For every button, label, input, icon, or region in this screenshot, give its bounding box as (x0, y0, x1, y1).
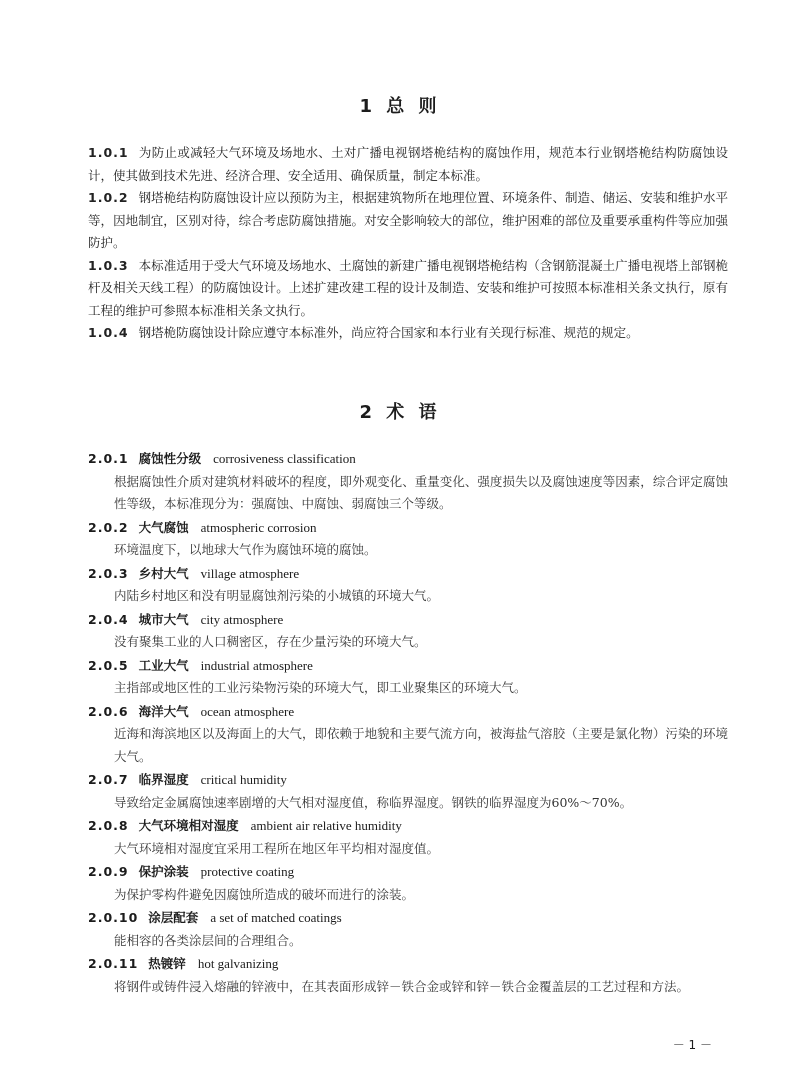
term-definition: 根据腐蚀性介质对建筑材料破坏的程度，即外观变化、重量变化、强度损失以及腐蚀速度等因素，综合评定腐蚀性等级，本标准现分为：强腐蚀、中腐蚀、弱腐蚀三个等级。 (114, 473, 728, 511)
term-chinese: 大气腐蚀 (138, 519, 189, 535)
term-number: 2.0.4 (88, 611, 129, 627)
term-chinese: 海洋大气 (138, 703, 189, 719)
term-definition: 环境温度下，以地球大气作为腐蚀环境的腐蚀。 (114, 542, 377, 557)
term-english: village atmosphere (200, 565, 300, 581)
term-chinese: 乡村大气 (138, 565, 189, 581)
term-definition: 导致给定金属腐蚀速率剧增的大气相对湿度值，称临界湿度。钢铁的临界湿度为60%～70%。 (114, 794, 633, 810)
term-number: 2.0.10 (88, 910, 139, 925)
term-heading (88, 815, 728, 838)
term-definition: 大气环境相对湿度宜采用工程所在地区年平均相对湿度值。 (114, 840, 440, 856)
term-heading (88, 953, 728, 976)
term-number: 2.0.5 (88, 657, 129, 673)
term-english: corrosiveness classification (213, 451, 356, 466)
chapter-1-title: 1 总 则 (359, 96, 441, 117)
term-heading (88, 861, 728, 884)
term-number: 2.0.1 (88, 451, 129, 466)
term-heading (88, 701, 728, 724)
term-chinese: 腐蚀性分级 (138, 451, 202, 466)
term-entry (88, 953, 728, 998)
term-number: 2.0.3 (88, 565, 129, 581)
term-heading (88, 907, 728, 930)
clause (88, 255, 728, 323)
clause-text: 本标准适用于受大气环境及场地水、土腐蚀的新建广播电视钢塔桅结构（含钢筋混凝土广播电视塔上部钢桅杆及相关天线工程）的防腐蚀设计。上述扩建改建工程的设计及制造、安装和维护可按照本标准相关条文执行，原有工程的维护可参照本标准相关条文执行。 (88, 257, 728, 318)
clause-text: 钢塔桅防腐蚀设计除应遵守本标准外，尚应符合国家和本行业有关现行标准、规范的规定。 (138, 325, 639, 340)
term-definition: 主指部或地区性的工业污染物污染的环境大气，即工业聚集区的环境大气。 (114, 680, 527, 695)
term-definition: 为保护零构件避免因腐蚀所造成的破坏而进行的涂装。 (114, 886, 415, 902)
term-english: ambient air relative humidity (250, 818, 402, 833)
clause (88, 187, 728, 255)
page-number: － 1 － (672, 1038, 712, 1052)
term-entry (88, 655, 728, 700)
term-entry (88, 861, 728, 906)
term-definition: 近海和海滨地区以及海面上的大气，即依赖于地貌和主要气流方向，被海盐气溶胶（主要是氯化物）污染的环境大气。 (114, 726, 728, 764)
term-english: atmospheric corrosion (200, 519, 317, 535)
term-entry (88, 907, 728, 952)
term-chinese: 临界湿度 (138, 772, 189, 787)
term-heading (88, 517, 728, 540)
term-definition: 将钢件或铸件浸入熔融的锌液中，在其表面形成锌－铁合金或锌和锌－铁合金覆盖层的工艺过程和方法。 (114, 978, 690, 994)
term-number: 2.0.11 (88, 956, 139, 971)
term-entry (88, 517, 728, 562)
term-chinese: 城市大气 (138, 611, 189, 627)
term-english: industrial atmosphere (200, 657, 313, 673)
term-chinese: 热镀锌 (148, 956, 186, 971)
term-heading (88, 609, 728, 632)
clause-text: 为防止或减轻大气环境及场地水、土对广播电视钢塔桅结构的腐蚀作用，规范本行业钢塔桅结构防腐蚀设计，使其做到技术先进、经济合理、安全适用、确保质量，制定本标准。 (88, 145, 728, 183)
term-number: 2.0.7 (88, 772, 129, 787)
clause-number: 1.0.2 (88, 190, 129, 205)
clause (88, 322, 728, 345)
term-heading (88, 563, 728, 586)
term-chinese: 大气环境相对湿度 (138, 818, 239, 833)
chapter-1-clauses (88, 142, 728, 345)
term-number: 2.0.2 (88, 519, 129, 535)
term-number: 2.0.8 (88, 818, 129, 833)
chapter-2-title: 2 术 语 (359, 402, 441, 423)
term-entry (88, 609, 728, 654)
term-entry (88, 448, 728, 516)
term-english: ocean atmosphere (200, 703, 295, 719)
term-chinese: 工业大气 (138, 657, 189, 673)
term-english: city atmosphere (200, 611, 284, 627)
term-english: a set of matched coatings (210, 910, 342, 925)
term-entry (88, 563, 728, 608)
term-english: protective coating (200, 864, 295, 879)
term-definition: 没有聚集工业的人口稠密区，存在少量污染的环境大气。 (114, 634, 427, 649)
term-english: hot galvanizing (197, 956, 279, 971)
clause-number: 1.0.4 (88, 325, 129, 340)
term-number: 2.0.6 (88, 703, 129, 719)
term-definition: 能相容的各类涂层间的合理组合。 (114, 932, 302, 948)
term-heading (88, 448, 728, 471)
chapter-2-terms (88, 448, 728, 999)
term-english: critical humidity (200, 772, 287, 787)
term-number: 2.0.9 (88, 864, 129, 879)
term-definition: 内陆乡村地区和没有明显腐蚀剂污染的小城镇的环境大气。 (114, 588, 440, 603)
clause-number: 1.0.1 (88, 145, 129, 160)
term-entry (88, 769, 728, 814)
term-entry (88, 815, 728, 860)
clause (88, 142, 728, 187)
clause-text: 钢塔桅结构防腐蚀设计应以预防为主，根据建筑物所在地理位置、环境条件、制造、储运、安装和维护水平等，因地制宜，区别对待，综合考虑防腐蚀措施。对安全影响较大的部位，维护困难的部位及重要承重构件等应加强防护。 (88, 190, 728, 250)
term-chinese: 涂层配套 (148, 910, 199, 925)
term-heading (88, 655, 728, 678)
term-chinese: 保护涂装 (138, 864, 189, 879)
clause-number: 1.0.3 (88, 257, 129, 273)
term-entry (88, 701, 728, 769)
term-heading (88, 769, 728, 792)
